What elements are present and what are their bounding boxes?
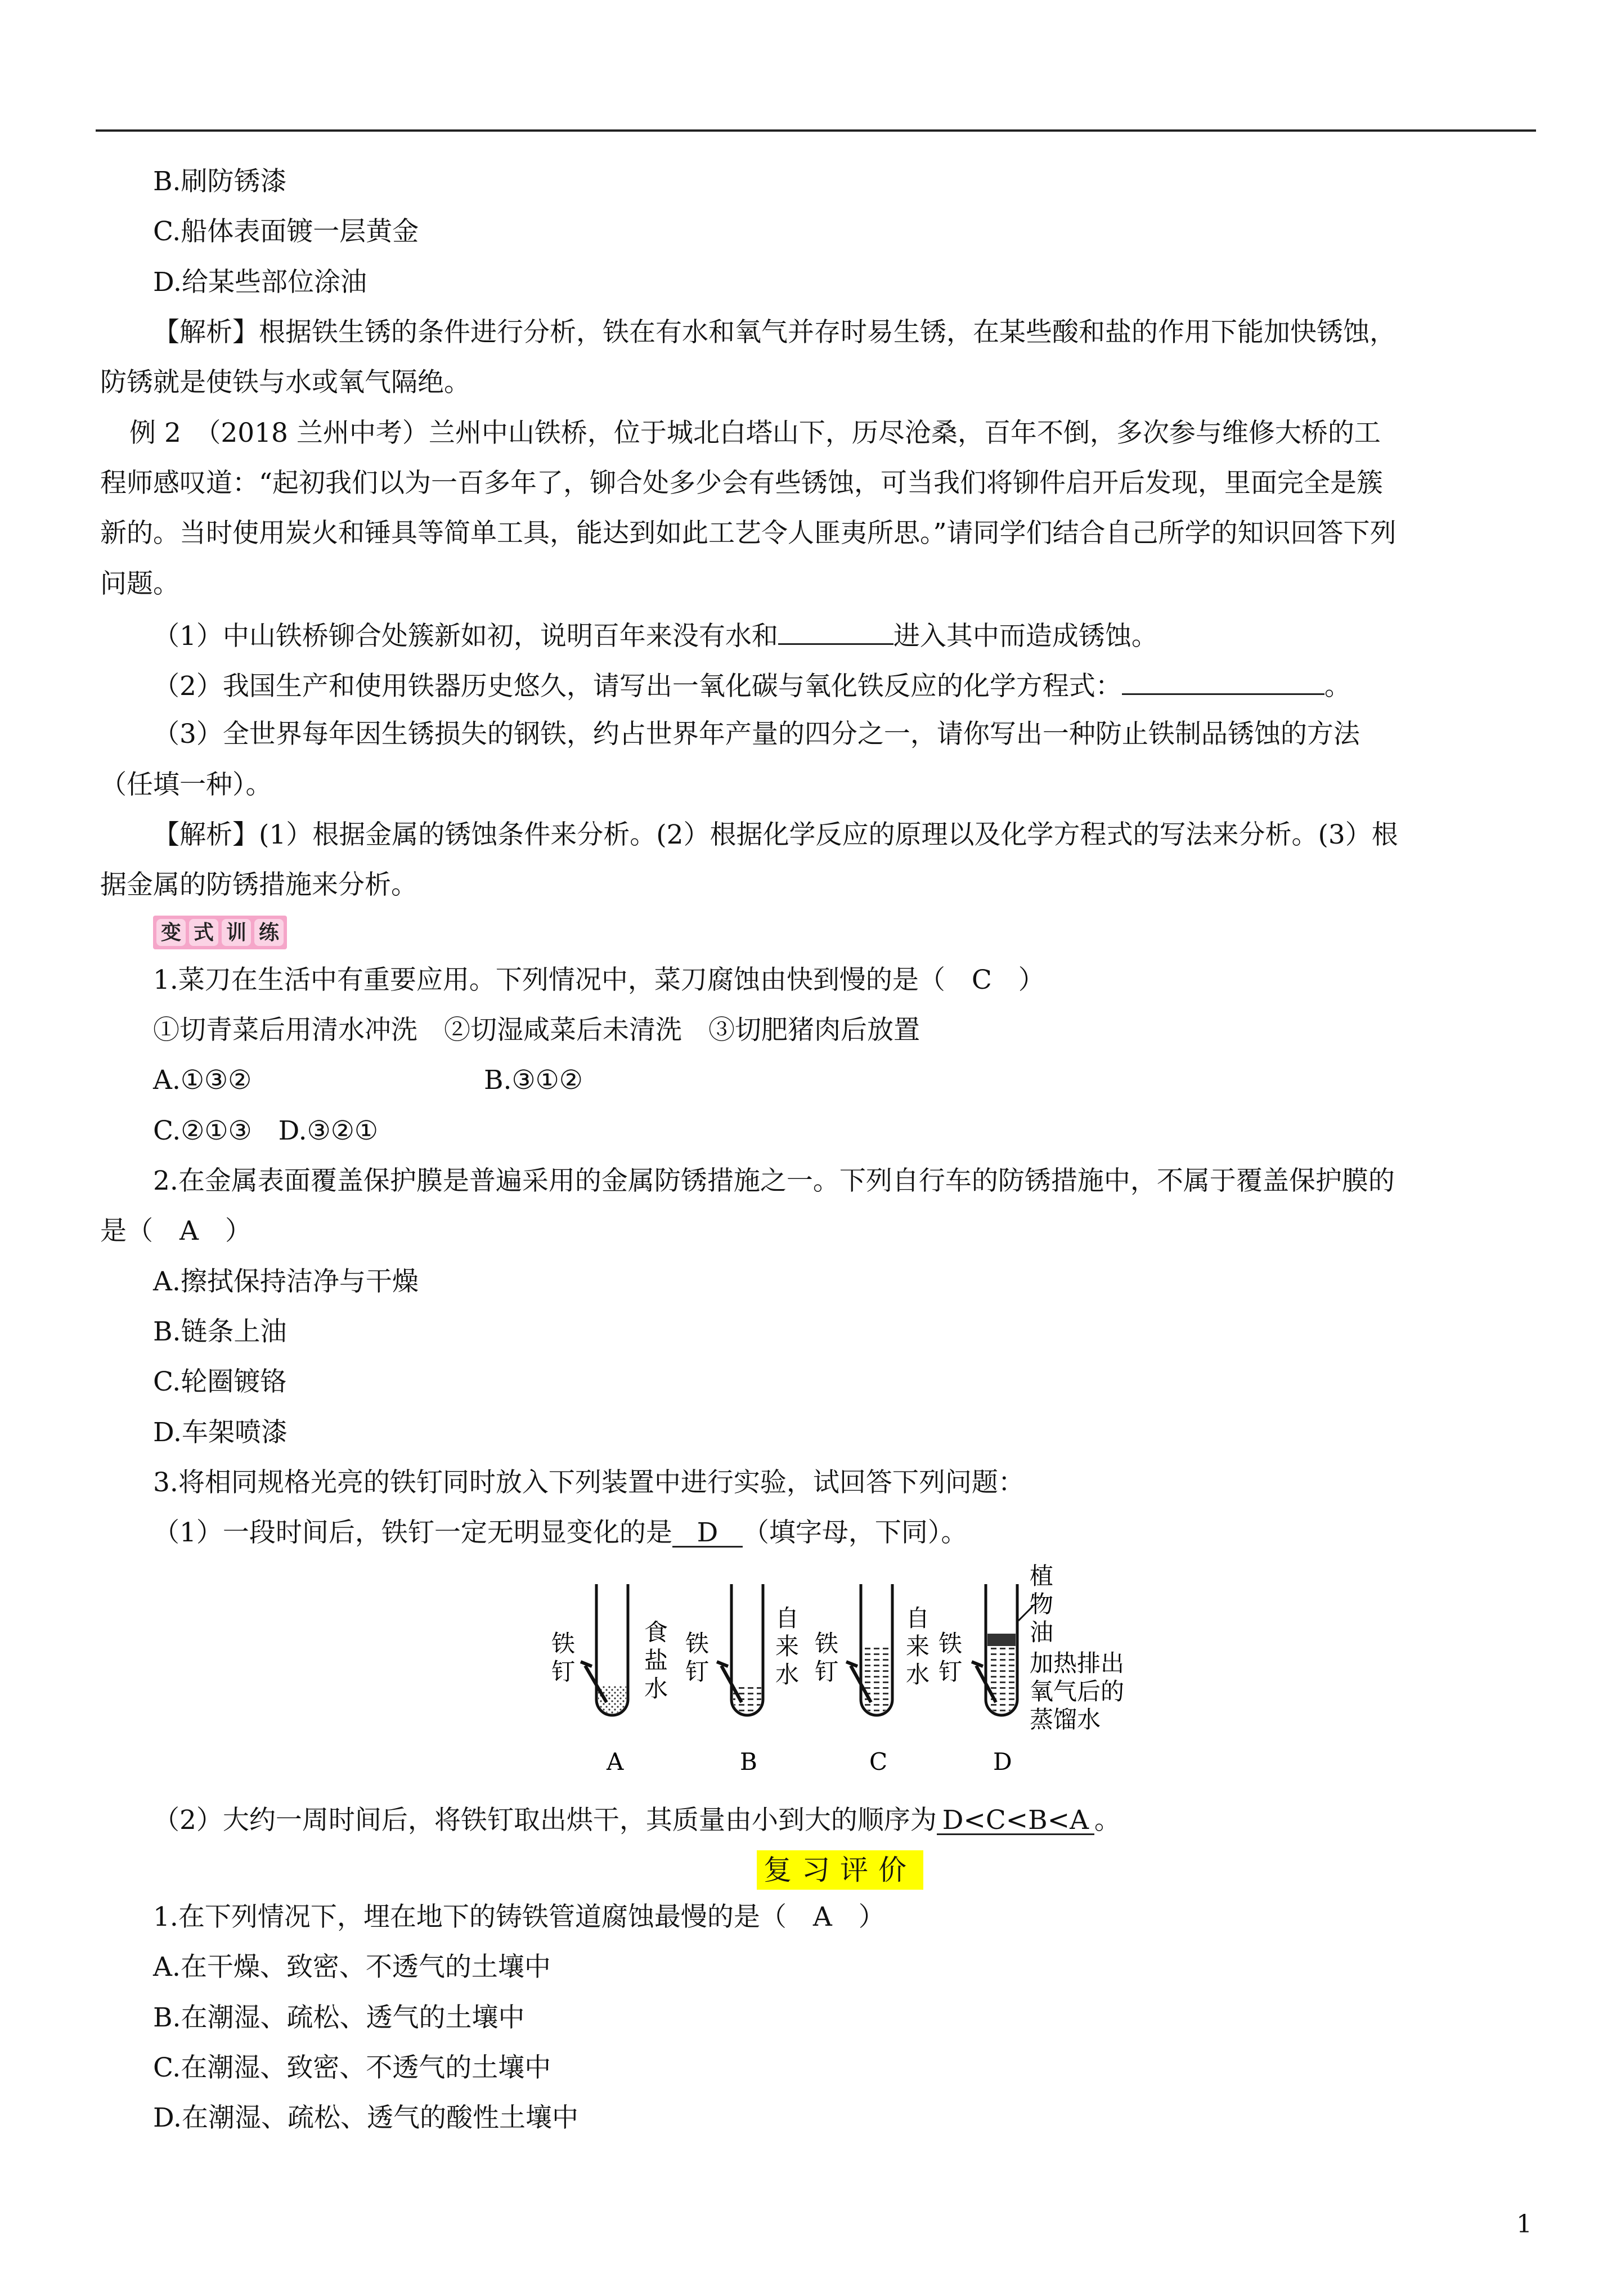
tube-d-liquid-3: 蒸馏水 [1030, 1706, 1101, 1733]
question-3-line-2: （任填一种）。 [100, 769, 272, 800]
example-2-line-1: 例 2 （2018 兰州中考）兰州中山铁桥，位于城北白塔山下，历尽沧桑，百年不倒，多次参与维修大桥的工 [129, 418, 1381, 449]
tube-c-liquid-1: 自 [906, 1604, 930, 1632]
tube-d-oil-3: 油 [1030, 1618, 1054, 1646]
review-evaluation-tag: 复习评价 [757, 1850, 923, 1890]
question-1-tail: 进入其中而造成锈蚀。 [893, 621, 1158, 652]
tube-b-liquid-2: 来 [775, 1633, 800, 1660]
answer-blank-4[interactable]: D<C<B<A [937, 1808, 1094, 1835]
analysis-line-1: 【解析】根据铁生锈的条件进行分析，铁在有水和氧气并存时易生锈，在某些酸和盐的作用下能加快锈蚀， [153, 317, 1396, 348]
question-2-line [153, 667, 1351, 703]
question-3-line-1: （3）全世界每年因生锈损失的钢铁，约占世界年产量的四分之一，请你写出一种防止铁制品锈蚀的方法 [153, 719, 1360, 750]
tube-b-liquid-3: 水 [775, 1661, 800, 1688]
exercise-3-part-2 [153, 1804, 1121, 1837]
option-d-line: D.给某些部位涂油 [153, 267, 367, 298]
exercise-2-line-2: 是（ A ） [100, 1216, 252, 1246]
tube-a-liquid-1: 食 [644, 1618, 668, 1646]
exercise-1-option-a: A.①③② [153, 1065, 252, 1096]
answer-blank-2[interactable] [1122, 667, 1324, 695]
option-b-line: B.刷防锈漆 [153, 166, 287, 197]
answer-blank-3[interactable]: D [672, 1520, 743, 1548]
question-1-line [153, 617, 1158, 653]
exercise-2-option-c: C.轮圈镀铬 [153, 1366, 287, 1397]
analysis-2-line-2: 据金属的防锈措施来分析。 [100, 869, 417, 900]
review-1-question: 1.在下列情况下，埋在地下的铸铁管道腐蚀最慢的是（ A ） [153, 1902, 885, 1932]
tube-d-oil-1: 植 [1030, 1562, 1054, 1590]
example-2-line-2: 程师感叹道：“起初我们以为一百多年了，铆合处多少会有些锈蚀，可当我们将铆件启开后发现，里面完全是簇 [100, 468, 1384, 499]
exercise-3-part-1-text: （1）一段时间后，铁钉一定无明显变化的是 [153, 1517, 672, 1548]
review-1-option-c: C.在潮湿、致密、不透气的土壤中 [153, 2052, 551, 2083]
tube-b-nail-label: 铁 [685, 1630, 710, 1657]
exercise-2-option-a: A.擦拭保持洁净与干燥 [153, 1266, 419, 1297]
exercise-2-line-1: 2.在金属表面覆盖保护膜是普遍采用的金属防锈措施之一。下列自行车的防锈措施中，不属于覆盖保护膜的 [153, 1165, 1395, 1196]
tube-b-liquid-1: 自 [775, 1604, 800, 1632]
tube-d-nail-label-2: 钉 [939, 1658, 963, 1685]
option-c-line: C.船体表面镀一层黄金 [153, 216, 419, 247]
question-1-text: （1）中山铁桥铆合处簇新如初，说明百年来没有水和 [153, 621, 778, 652]
exercise-3-part-1 [153, 1516, 967, 1550]
review-1-option-b: B.在潮湿、疏松、透气的土壤中 [153, 2002, 525, 2033]
tube-a-liquid-3: 水 [644, 1675, 668, 1702]
exercise-1-conditions: ①切青菜后用清水冲洗 ②切湿咸菜后未清洗 ③切肥猪肉后放置 [153, 1015, 920, 1046]
test-tube-diagram [540, 1562, 1148, 1804]
tube-d [939, 1562, 1124, 1775]
header-rule [96, 129, 1536, 132]
example-2-line-4: 问题。 [100, 568, 179, 599]
tube-d-liquid-2: 氧气后的 [1030, 1678, 1125, 1705]
tube-a-nail-label: 铁 [551, 1630, 576, 1657]
tag-char: 训 [222, 919, 251, 946]
tube-c [815, 1584, 930, 1775]
tube-c-nail-label: 铁 [815, 1630, 839, 1657]
question-2-text: （2）我国生产和使用铁器历史悠久，请写出一氧化碳与氧化铁反应的化学方程式： [153, 671, 1122, 702]
page-number: 1 [1516, 2210, 1532, 2239]
exercise-1-option-b: B.③①② [484, 1065, 583, 1096]
tube-d-oil-2: 物 [1030, 1590, 1054, 1618]
exercise-3-part-2-tail: 。 [1094, 1805, 1121, 1836]
exercise-1-question: 1.菜刀在生活中有重要应用。下列情况中，菜刀腐蚀由快到慢的是（ C ） [153, 965, 1045, 995]
tube-d-nail-label: 铁 [939, 1630, 963, 1657]
tube-a-letter: A [607, 1748, 624, 1775]
example-2-line-3: 新的。当时使用炭火和锤具等简单工具，能达到如此工艺令人匪夷所思。”请同学们结合自己所学的知识回答下列 [100, 518, 1397, 549]
review-1-option-a: A.在干燥、致密、不透气的土壤中 [153, 1952, 551, 1983]
analysis-2-line-1: 【解析】(1）根据金属的锈蚀条件来分析。(2）根据化学反应的原理以及化学方程式的写法来分析。(3）根 [153, 819, 1398, 850]
analysis-line-2: 防锈就是使铁与水或氧气隔绝。 [100, 367, 470, 398]
tube-b-letter: B [740, 1748, 757, 1775]
tube-a-nail-label-2: 钉 [551, 1658, 576, 1685]
exercise-3-part-2-text: （2）大约一周时间后，将铁钉取出烘干，其质量由小到大的顺序为 [153, 1805, 937, 1836]
tag-char: 变 [156, 919, 186, 946]
review-1-option-d: D.在潮湿、疏松、透气的酸性土壤中 [153, 2102, 578, 2133]
tube-b-nail-label-2: 钉 [685, 1658, 710, 1685]
tube-d-liquid-1: 加热排出 [1030, 1649, 1125, 1677]
tube-d-letter: D [993, 1748, 1012, 1775]
exercise-1-options-cd: C.②①③ D.③②① [153, 1115, 378, 1146]
exercise-2-option-b: B.链条上油 [153, 1316, 287, 1347]
oil-layer [987, 1634, 1016, 1646]
tube-a-liquid-2: 盐 [644, 1647, 668, 1674]
tag-char: 练 [254, 919, 284, 946]
tube-c-nail-label-2: 钉 [815, 1658, 839, 1685]
exercise-2-option-d: D.车架喷漆 [153, 1417, 288, 1448]
tube-b [685, 1584, 799, 1775]
tube-c-letter: C [869, 1748, 888, 1775]
exercise-3-intro: 3.将相同规格光亮的铁钉同时放入下列装置中进行实验，试回答下列问题： [153, 1467, 1025, 1498]
exercise-3-part-1-tail: （填字母，下同）。 [742, 1517, 968, 1548]
question-2-tail: 。 [1324, 671, 1351, 702]
tube-c-liquid-2: 来 [906, 1633, 930, 1660]
tag-char: 式 [189, 919, 218, 946]
variant-training-tag [153, 916, 287, 949]
answer-blank-1[interactable] [778, 617, 893, 645]
tube-c-liquid-3: 水 [906, 1661, 930, 1688]
tube-a [551, 1584, 668, 1775]
